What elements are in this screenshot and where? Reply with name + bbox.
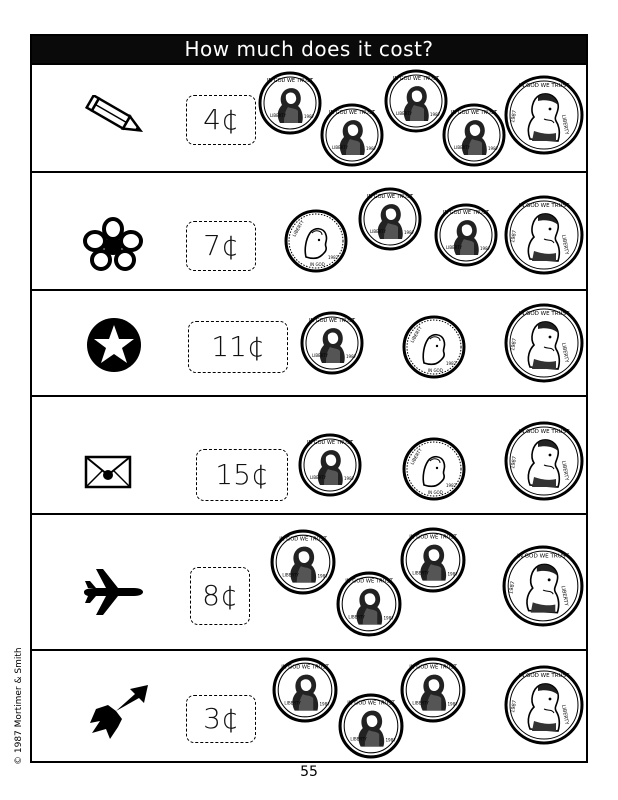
pencil-icon (84, 95, 150, 139)
row-flower (32, 171, 586, 289)
price-label: 8¢ (202, 579, 238, 612)
price-label: 11¢ (211, 330, 265, 363)
penny-coin (442, 103, 506, 167)
nickel-coin (504, 195, 584, 275)
dime-coin (402, 437, 466, 501)
penny-coin (336, 571, 402, 637)
row-envelope (32, 395, 586, 513)
price-label: 7¢ (203, 229, 239, 262)
penny-coin (270, 529, 336, 595)
price-box[interactable] (196, 449, 288, 501)
penny-coin (400, 657, 466, 723)
row-arrow (32, 649, 586, 763)
price-box[interactable] (186, 95, 256, 145)
nickel-coin (504, 665, 584, 745)
penny-coin (320, 103, 384, 167)
penny-coin (400, 527, 466, 593)
nickel-coin (504, 75, 584, 155)
page-number: 55 (300, 764, 318, 780)
penny-coin (298, 433, 362, 497)
row-star (32, 289, 586, 395)
nickel-coin (502, 545, 584, 627)
dime-coin (402, 315, 466, 379)
nickel-coin (504, 421, 584, 501)
copyright-notice: © 1987 Mortimer & Smith (14, 647, 24, 765)
nickel-coin (504, 303, 584, 383)
penny-coin (434, 203, 498, 267)
price-label: 4¢ (203, 103, 239, 136)
arrow-icon (86, 683, 150, 741)
price-box[interactable] (190, 567, 250, 625)
penny-coin (338, 693, 404, 759)
envelope-icon (84, 455, 132, 489)
price-label: 3¢ (203, 702, 239, 735)
penny-coin (384, 69, 448, 133)
star-icon (86, 317, 142, 373)
dime-coin (284, 209, 348, 273)
flower-icon (80, 217, 146, 273)
penny-coin (272, 657, 338, 723)
penny-coin (258, 71, 322, 135)
row-airplane (32, 513, 586, 649)
price-box[interactable] (186, 695, 256, 743)
worksheet-frame (30, 34, 588, 763)
price-box[interactable] (188, 321, 288, 373)
price-label: 15¢ (215, 458, 269, 491)
price-box[interactable] (186, 221, 256, 271)
page-title: How much does it cost? (32, 36, 586, 63)
airplane-icon (82, 567, 144, 617)
penny-coin (300, 311, 364, 375)
row-pencil (32, 63, 586, 171)
penny-coin (358, 187, 422, 251)
